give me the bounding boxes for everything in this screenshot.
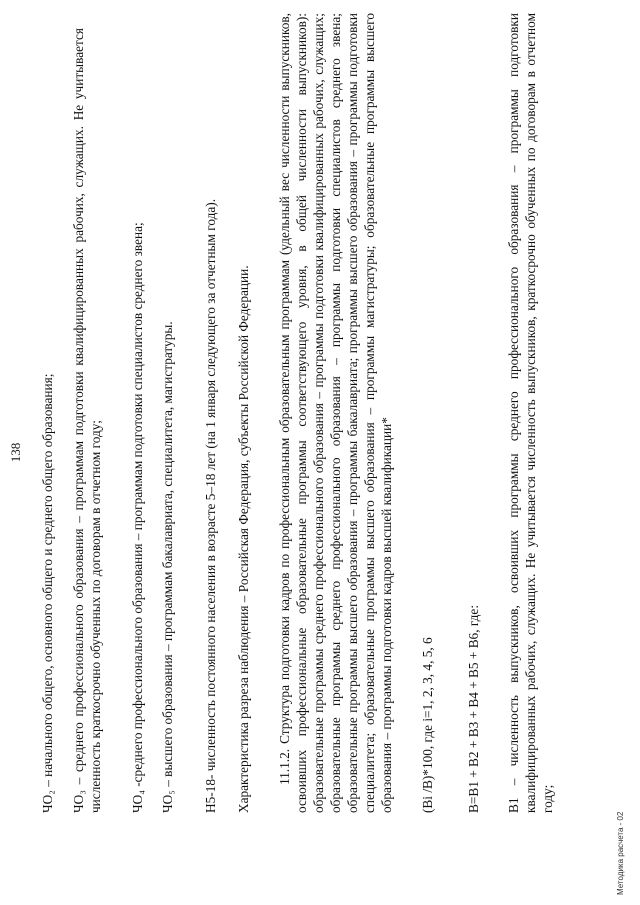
- population-definition: Н5-18- численность постоянного населения в возрасте 5–18 лет (на 1 января следующего за отчетным года).: [203, 198, 218, 813]
- list-item-co5: ЧО₅ – высшего образования – программам бакалавриата, специалитета, магистратуры.: [160, 321, 175, 813]
- section-paragraph: 11.1.2. Структура подготовки кадров по профессиональным образовательным программам (удельный вес численности выпускников, освоивших профессиональные образовательные программы соответствующего уровня, в общей численности выпускников): образовательные программы среднего профессионального образования – программы подготовки квалифицированных рабочих, служащих; образовательные программы среднего профессионального образования – программы подготовки специалистов среднего звена; образовательные программы высшего образования – программы бакалавриата; программы высшего образования – программы подготовки специалитета; образовательные программы высшего образования – программы магистратуры; образовательные программы высшего образования – программы подготовки кадров высшей квалификации*: [277, 13, 394, 813]
- formula-sum: В=В1 + В2 + В3 + В4 + В5 + В6, где:: [466, 604, 481, 813]
- characteristic-line: Характеристика разреза наблюдения – Российская Федерация, субъекты Российской Федерации.: [236, 265, 251, 813]
- footer-note: Методика расчета - 02: [616, 811, 625, 895]
- list-item-co2: ЧО₂ – начального общего, основного общего и среднего общего образования;: [40, 373, 55, 813]
- list-item-co3: ЧО₃ – среднего профессионального образования – программам подготовки квалифицированных рабочих, служащих. Не учитывается численность краткосрочно обученных по договорам в отчетном году;: [71, 28, 103, 813]
- page-number: 138: [8, 442, 23, 463]
- formula-ratio: (Вi /В)*100, где i=1, 2, 3, 4, 5, 6: [420, 637, 435, 813]
- b1-definition: В1 – численность выпускников, освоивших программы среднего профессионального образования – программы подготовки квалифицированных рабочих, служащих. Не учитывается численность выпускников, краткосрочно обученных по договорам в отчетном году;: [506, 13, 555, 813]
- list-item-co4: ЧО₄ -среднего профессионального образования – программам подготовки специалистов среднего звена;: [130, 222, 145, 813]
